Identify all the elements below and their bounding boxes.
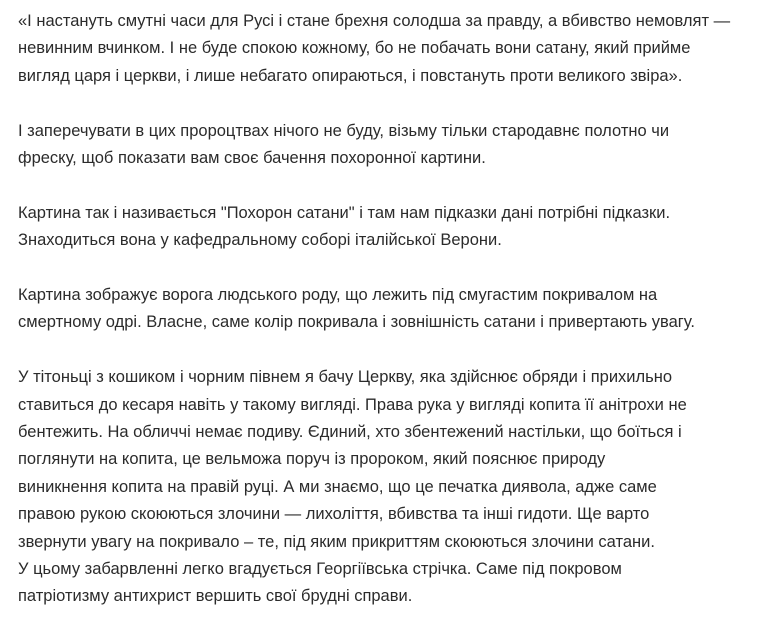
text-line: невинним вчинком. І не буде спокою кожному, бо не побачать вони сатану, який прийме — [18, 39, 691, 58]
text-line: «І настануть смутні часи для Русі і стане брехня солодша за правду, а вбивство немовлят — — [18, 12, 731, 30]
text-line: поглянути на копита, це вельможа поруч із пророком, який пояснює природу — [18, 450, 606, 469]
text-line: смертному одрі. Власне, саме колір покривала і зовнішність сатани і привертають увагу. — [18, 313, 695, 332]
paragraph-painting-name — [18, 200, 754, 255]
text-line: правою рукою скоюються злочини — лихоліття, вбивства та інші гидоти. Ще варто — [18, 505, 650, 524]
text-line: звернути увагу на покривало – те, під яким прикриттям скоюються злочини сатани. — [18, 532, 655, 551]
text-line: ставиться до кесаря навіть у такому вигляді. Права рука у вигляді копита її анітрохи не — [18, 395, 687, 414]
text-line: У тітоньці з кошиком і чорним півнем я бачу Церкву, яка здійснює обряди і прихильно — [18, 368, 673, 387]
text-line: Знаходиться вона у кафедральному соборі італійської Верони. — [18, 231, 502, 250]
text-line: Картина так і називається "Похорон сатани" і там нам підказки дані потрібні підказки. — [18, 203, 671, 222]
text-line: фреску, щоб показати вам своє бачення похоронної картини. — [18, 149, 486, 168]
paragraph-conclusion — [18, 556, 754, 611]
text-line: І заперечувати в цих пророцтвах нічого не буду, візьму тільки стародавнє полотно чи — [18, 121, 670, 140]
paragraph-prophecy-quote — [18, 8, 754, 90]
text-line: вигляд царя і церкви, і лише небагато опираються, і повстануть проти великого звіра». — [18, 66, 683, 85]
text-line: Картина зображує ворога людського роду, що лежить під смугастим покривалом на — [18, 286, 658, 305]
text-line: бентежить. На обличчі немає подиву. Єдиний, хто збентежений настільки, що боїться і — [18, 423, 682, 442]
paragraph-painting-description — [18, 282, 754, 337]
text-line: У цьому забарвленні легко вгадується Георгіївська стрічка. Саме під покровом — [18, 560, 622, 579]
text-line: виникнення копита на правій руці. А ми знаємо, що це печатка диявола, адже саме — [18, 477, 657, 496]
text-line: патріотизму антихрист вершить свої брудні справи. — [18, 587, 413, 606]
paragraph-interpretation — [18, 364, 754, 556]
paragraph-intro — [18, 118, 754, 173]
